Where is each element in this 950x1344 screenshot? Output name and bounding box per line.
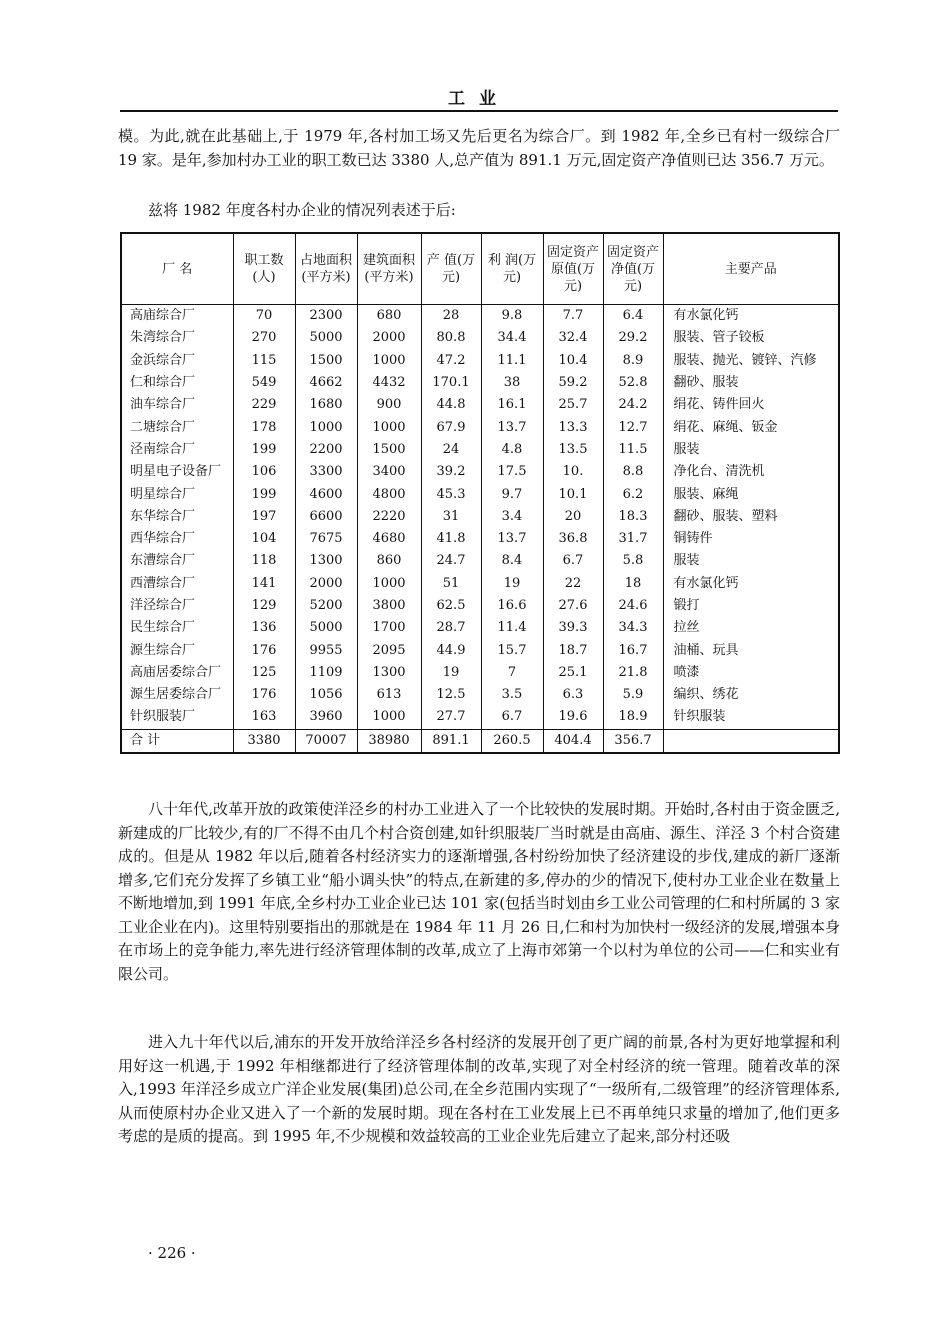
cell-land-area: 9955	[295, 639, 357, 661]
cell-profit: 34.4	[481, 327, 543, 349]
cell-land-area: 1680	[295, 394, 357, 416]
cell-asset-original: 10.1	[543, 483, 603, 505]
table-total-row	[121, 729, 839, 753]
cell-profit: 7	[481, 662, 543, 684]
table-row	[121, 573, 839, 595]
cell-factory-name: 西漕综合厂	[121, 573, 233, 595]
cell-output: 47.2	[421, 350, 481, 372]
cell-building-area: 2095	[357, 639, 421, 661]
cell-profit: 16.1	[481, 394, 543, 416]
cell-profit: 11.4	[481, 617, 543, 639]
cell-workers: 70	[233, 305, 295, 328]
cell-workers: 178	[233, 416, 295, 438]
cell-asset-original: 6.7	[543, 550, 603, 572]
cell-factory-name: 泾南综合厂	[121, 439, 233, 461]
cell-workers: 229	[233, 394, 295, 416]
paragraph-top: 模。为此,就在此基础上,于 1979 年,各村加工场又先后更名为综合厂。到 1982 年,全乡已有村一级综合厂 19 家。是年,参加村办工业的职工数已达 3380 人,总产值为 891.1 万元,固定资产净值则已达 356.7 万元。	[118, 127, 840, 169]
page-number: · 226 ·	[148, 1244, 196, 1262]
cell-asset-net: 18.9	[603, 706, 663, 729]
cell-asset-original: 36.8	[543, 528, 603, 550]
paragraph-nineties: 进入九十年代以后,浦东的开发开放给洋泾乡各村经济的发展开创了更广阔的前景,各村为更好地掌握和利用好这一机遇,于 1992 年相继都进行了经济管理体制的改革,实现了对全村经济的统一管理。随着改革的深入,1993 年洋泾乡成立广洋企业发展(集团)总公司,在全乡范围内实现了“一级所有,二级管理”的经济管理体系,从而使原村办企业又进入了一个新的发展时期。现在各村在工业发展上已不再单纯只求量的增加了,他们更多考虑的是质的提高。到 1995 年,不少规模和效益较高的工业企业先后建立了起来,部分村还吸	[118, 1033, 840, 1145]
cell-profit: 6.7	[481, 706, 543, 729]
cell-asset-original: 18.7	[543, 639, 603, 661]
table-row	[121, 483, 839, 505]
cell-output: 45.3	[421, 483, 481, 505]
total-cell-profit: 260.5	[481, 729, 543, 753]
cell-land-area: 2200	[295, 439, 357, 461]
cell-building-area: 1000	[357, 706, 421, 729]
total-cell-products	[663, 729, 839, 753]
cell-land-area: 3300	[295, 461, 357, 483]
header-workers: 职工数(人)	[233, 233, 295, 305]
cell-products: 净化台、清洗机	[663, 461, 839, 483]
cell-products: 喷漆	[663, 662, 839, 684]
cell-output: 62.5	[421, 595, 481, 617]
cell-products: 绢花、麻绳、钣金	[663, 416, 839, 438]
cell-asset-net: 6.4	[603, 305, 663, 328]
cell-land-area: 7675	[295, 528, 357, 550]
cell-building-area: 900	[357, 394, 421, 416]
running-header: 工业	[448, 89, 510, 109]
cell-factory-name: 高庙综合厂	[121, 305, 233, 328]
cell-workers: 270	[233, 327, 295, 349]
cell-products: 拉丝	[663, 617, 839, 639]
total-cell-factory-name: 合 计	[121, 729, 233, 753]
cell-products: 绢花、铸件回火	[663, 394, 839, 416]
cell-building-area: 3400	[357, 461, 421, 483]
header-building: 建筑面积(平方米)	[357, 233, 421, 305]
table-row	[121, 394, 839, 416]
cell-output: 44.8	[421, 394, 481, 416]
cell-workers: 176	[233, 684, 295, 706]
cell-profit: 17.5	[481, 461, 543, 483]
cell-products: 油桶、玩具	[663, 639, 839, 661]
table-row	[121, 506, 839, 528]
table-row	[121, 706, 839, 729]
cell-factory-name: 民生综合厂	[121, 617, 233, 639]
header-land: 占地面积(平方米)	[295, 233, 357, 305]
cell-profit: 19	[481, 573, 543, 595]
cell-workers: 549	[233, 372, 295, 394]
cell-workers: 129	[233, 595, 295, 617]
paragraph-eighties: 八十年代,改革开放的政策使洋泾乡的村办工业进入了一个比较快的发展时期。开始时,各村由于资金匮乏,新建成的厂比较少,有的厂不得不由几个村合资创建,如针织服装厂当时就是由高庙、源生、洋泾 3 个村合资建成的。但是从 1982 年以后,随着各村经济实力的逐渐增强,各村纷纷加快了经济建设的步伐,建成的新厂逐渐增多,它们充分发挥了乡镇工业“船小调头快”的特点,在新建的多,停办的少的情况下,使村办工业企业在数量上不断地增加,到 1991 年底,全乡村办工业企业已达 101 家(包括当时划由乡工业公司管理的仁和村所属的 3 家工业企业在内)。这里特别要指出的那就是在 1984 年 11 月 26 日,仁和村为加快村一级经济的发展,增强本身在市场上的竞争能力,率先进行经济管理体制的改革,成立了上海市郊第一个以村为单位的公司——仁和实业有限公司。	[118, 800, 840, 983]
cell-asset-net: 29.2	[603, 327, 663, 349]
cell-building-area: 3800	[357, 595, 421, 617]
cell-asset-original: 20	[543, 506, 603, 528]
cell-asset-net: 8.8	[603, 461, 663, 483]
cell-output: 27.7	[421, 706, 481, 729]
cell-building-area: 4680	[357, 528, 421, 550]
cell-asset-net: 6.2	[603, 483, 663, 505]
cell-output: 44.9	[421, 639, 481, 661]
cell-land-area: 5000	[295, 617, 357, 639]
cell-products: 铜铸件	[663, 528, 839, 550]
cell-profit: 11.1	[481, 350, 543, 372]
cell-output: 19	[421, 662, 481, 684]
cell-asset-original: 39.3	[543, 617, 603, 639]
paragraph-table-intro: 兹将 1982 年度各村办企业的情况列表述于后:	[148, 201, 456, 219]
total-cell-asset-net: 356.7	[603, 729, 663, 753]
cell-workers: 125	[233, 662, 295, 684]
cell-factory-name: 西华综合厂	[121, 528, 233, 550]
cell-products: 翻砂、服装	[663, 372, 839, 394]
table-row	[121, 416, 839, 438]
cell-workers: 115	[233, 350, 295, 372]
cell-profit: 9.7	[481, 483, 543, 505]
cell-building-area: 1300	[357, 662, 421, 684]
cell-workers: 199	[233, 439, 295, 461]
cell-products: 有水氯化钙	[663, 573, 839, 595]
total-cell-building-area: 38980	[357, 729, 421, 753]
cell-asset-original: 25.1	[543, 662, 603, 684]
cell-profit: 3.4	[481, 506, 543, 528]
cell-workers: 176	[233, 639, 295, 661]
cell-output: 41.8	[421, 528, 481, 550]
cell-land-area: 4600	[295, 483, 357, 505]
table-row	[121, 662, 839, 684]
header-profit: 利 润(万元)	[481, 233, 543, 305]
cell-profit: 15.7	[481, 639, 543, 661]
cell-products: 服装	[663, 550, 839, 572]
cell-products: 针织服装	[663, 706, 839, 729]
cell-asset-net: 8.9	[603, 350, 663, 372]
cell-asset-original: 59.2	[543, 372, 603, 394]
factory-table	[120, 232, 840, 754]
cell-land-area: 4662	[295, 372, 357, 394]
cell-output: 39.2	[421, 461, 481, 483]
header-rule	[120, 110, 838, 112]
cell-asset-net: 52.8	[603, 372, 663, 394]
cell-land-area: 1109	[295, 662, 357, 684]
cell-building-area: 1000	[357, 350, 421, 372]
cell-factory-name: 朱湾综合厂	[121, 327, 233, 349]
cell-workers: 106	[233, 461, 295, 483]
cell-workers: 118	[233, 550, 295, 572]
cell-land-area: 5000	[295, 327, 357, 349]
cell-factory-name: 洋泾综合厂	[121, 595, 233, 617]
cell-factory-name: 油车综合厂	[121, 394, 233, 416]
table-header-row	[121, 233, 839, 305]
table-row	[121, 305, 839, 328]
table-body	[121, 305, 839, 753]
cell-profit: 16.6	[481, 595, 543, 617]
cell-output: 51	[421, 573, 481, 595]
cell-building-area: 1700	[357, 617, 421, 639]
header-products: 主要产品	[663, 233, 839, 305]
table-row	[121, 439, 839, 461]
cell-land-area: 2300	[295, 305, 357, 328]
cell-output: 31	[421, 506, 481, 528]
cell-profit: 4.8	[481, 439, 543, 461]
cell-asset-net: 24.2	[603, 394, 663, 416]
cell-products: 翻砂、服装、塑料	[663, 506, 839, 528]
cell-factory-name: 东华综合厂	[121, 506, 233, 528]
cell-profit: 3.5	[481, 684, 543, 706]
cell-workers: 104	[233, 528, 295, 550]
cell-profit: 13.7	[481, 528, 543, 550]
cell-asset-original: 32.4	[543, 327, 603, 349]
cell-asset-original: 6.3	[543, 684, 603, 706]
cell-factory-name: 金浜综合厂	[121, 350, 233, 372]
cell-factory-name: 针织服装厂	[121, 706, 233, 729]
cell-asset-original: 10.4	[543, 350, 603, 372]
cell-asset-net: 11.5	[603, 439, 663, 461]
cell-factory-name: 明星综合厂	[121, 483, 233, 505]
total-cell-output: 891.1	[421, 729, 481, 753]
cell-building-area: 1000	[357, 416, 421, 438]
header-asset-original: 固定资产原值(万元)	[543, 233, 603, 305]
cell-output: 24	[421, 439, 481, 461]
cell-output: 24.7	[421, 550, 481, 572]
cell-profit: 13.7	[481, 416, 543, 438]
cell-asset-net: 5.9	[603, 684, 663, 706]
table-row	[121, 595, 839, 617]
cell-building-area: 1500	[357, 439, 421, 461]
cell-profit: 9.8	[481, 305, 543, 328]
table-row	[121, 550, 839, 572]
cell-asset-net: 18	[603, 573, 663, 595]
cell-building-area: 2220	[357, 506, 421, 528]
cell-asset-original: 13.3	[543, 416, 603, 438]
cell-output: 28.7	[421, 617, 481, 639]
cell-asset-original: 25.7	[543, 394, 603, 416]
table-row	[121, 327, 839, 349]
cell-building-area: 2000	[357, 327, 421, 349]
cell-land-area: 6600	[295, 506, 357, 528]
cell-products: 锻打	[663, 595, 839, 617]
cell-output: 28	[421, 305, 481, 328]
cell-asset-net: 12.7	[603, 416, 663, 438]
cell-asset-original: 27.6	[543, 595, 603, 617]
cell-workers: 141	[233, 573, 295, 595]
cell-asset-net: 16.7	[603, 639, 663, 661]
cell-factory-name: 东漕综合厂	[121, 550, 233, 572]
cell-asset-net: 21.8	[603, 662, 663, 684]
cell-building-area: 860	[357, 550, 421, 572]
cell-products: 有水氯化钙	[663, 305, 839, 328]
cell-land-area: 1500	[295, 350, 357, 372]
cell-asset-net: 34.3	[603, 617, 663, 639]
cell-workers: 197	[233, 506, 295, 528]
cell-output: 12.5	[421, 684, 481, 706]
cell-asset-net: 18.3	[603, 506, 663, 528]
cell-land-area: 2000	[295, 573, 357, 595]
cell-land-area: 1300	[295, 550, 357, 572]
cell-output: 170.1	[421, 372, 481, 394]
cell-building-area: 613	[357, 684, 421, 706]
cell-asset-net: 31.7	[603, 528, 663, 550]
cell-land-area: 3960	[295, 706, 357, 729]
cell-factory-name: 源生居委综合厂	[121, 684, 233, 706]
cell-asset-net: 5.8	[603, 550, 663, 572]
total-cell-asset-original: 404.4	[543, 729, 603, 753]
header-output: 产 值(万元)	[421, 233, 481, 305]
cell-output: 67.9	[421, 416, 481, 438]
cell-profit: 8.4	[481, 550, 543, 572]
cell-asset-original: 10.	[543, 461, 603, 483]
total-cell-workers: 3380	[233, 729, 295, 753]
cell-land-area: 5200	[295, 595, 357, 617]
table-row	[121, 684, 839, 706]
cell-workers: 199	[233, 483, 295, 505]
cell-profit: 38	[481, 372, 543, 394]
cell-building-area: 4432	[357, 372, 421, 394]
cell-asset-original: 22	[543, 573, 603, 595]
cell-workers: 163	[233, 706, 295, 729]
cell-factory-name: 源生综合厂	[121, 639, 233, 661]
header-name: 厂 名	[121, 233, 233, 305]
cell-products: 服装、管子铰板	[663, 327, 839, 349]
cell-output: 80.8	[421, 327, 481, 349]
table-row	[121, 617, 839, 639]
cell-products: 编织、绣花	[663, 684, 839, 706]
table-row	[121, 350, 839, 372]
table-row	[121, 372, 839, 394]
header-asset-net: 固定资产净值(万元)	[603, 233, 663, 305]
cell-factory-name: 二塘综合厂	[121, 416, 233, 438]
cell-asset-original: 19.6	[543, 706, 603, 729]
cell-building-area: 4800	[357, 483, 421, 505]
table-row	[121, 528, 839, 550]
cell-land-area: 1000	[295, 416, 357, 438]
table-row	[121, 639, 839, 661]
cell-products: 服装、抛光、镀锌、汽修	[663, 350, 839, 372]
cell-land-area: 1056	[295, 684, 357, 706]
cell-factory-name: 高庙居委综合厂	[121, 662, 233, 684]
cell-building-area: 680	[357, 305, 421, 328]
cell-factory-name: 明星电子设备厂	[121, 461, 233, 483]
cell-factory-name: 仁和综合厂	[121, 372, 233, 394]
cell-asset-original: 7.7	[543, 305, 603, 328]
cell-workers: 136	[233, 617, 295, 639]
cell-products: 服装、麻绳	[663, 483, 839, 505]
table-row	[121, 461, 839, 483]
cell-building-area: 1000	[357, 573, 421, 595]
cell-products: 服装	[663, 439, 839, 461]
cell-asset-net: 24.6	[603, 595, 663, 617]
total-cell-land-area: 70007	[295, 729, 357, 753]
cell-asset-original: 13.5	[543, 439, 603, 461]
